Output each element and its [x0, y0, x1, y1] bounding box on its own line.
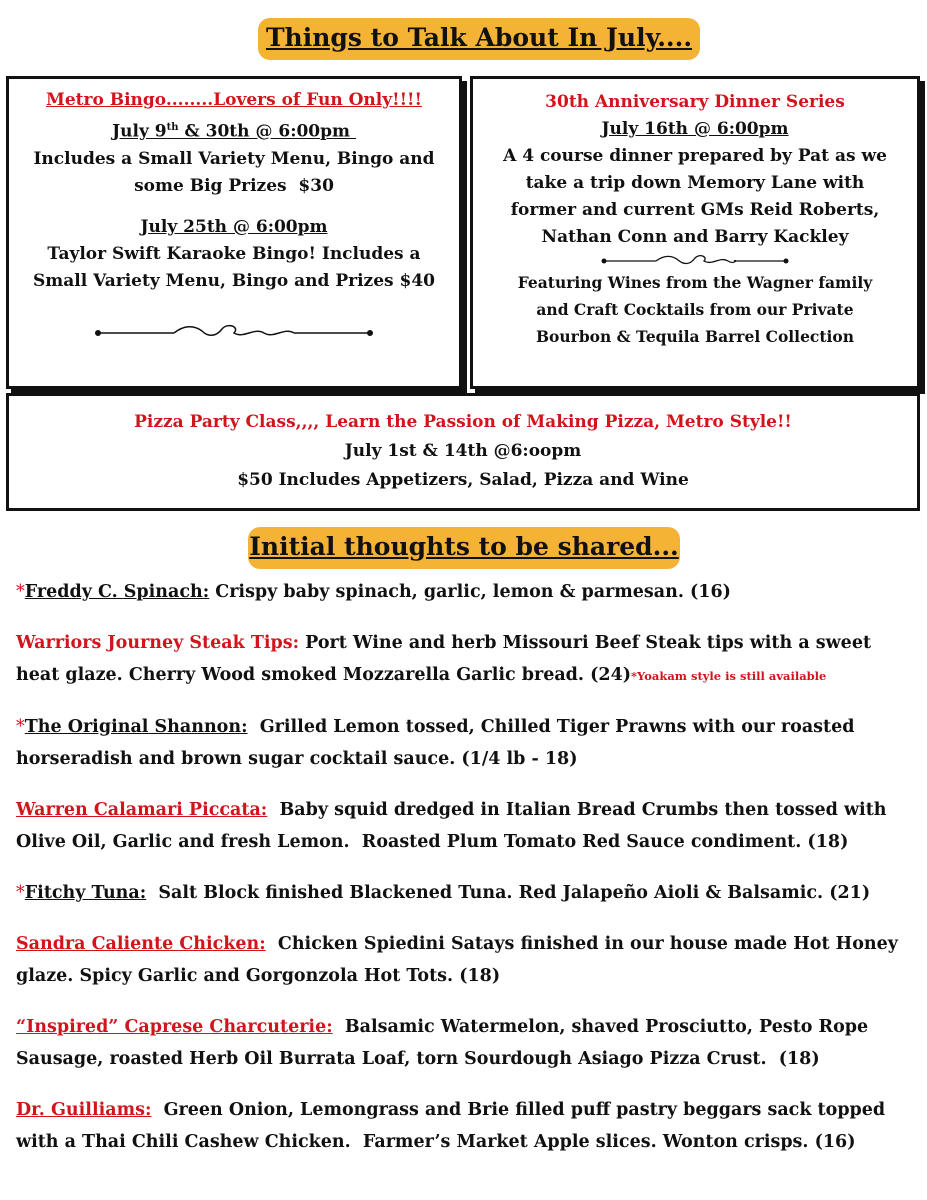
menu-item-desc: Chicken Spiedini Satays finished in our house made Hot Honey	[265, 934, 898, 954]
menu-item-desc: heat glaze. Cherry Wood smoked Mozzarella Garlic bread. (24)	[16, 665, 632, 685]
menu-item-desc: horseradish and brown sugar cocktail sauce. (1/4 lb - 18)	[16, 749, 578, 769]
menu-item-calamari	[16, 794, 921, 858]
section-header-events: Things to Talk About In July....	[258, 18, 700, 60]
bingo-desc-a1: Includes a Small Variety Menu, Bingo and	[33, 148, 435, 169]
menu-item-name: “Inspired” Caprese Charcuterie:	[16, 1017, 333, 1037]
anniversary-desc-4: Nathan Conn and Barry Kackley	[541, 227, 849, 247]
bingo-desc-a2: some Big Prizes $30	[134, 175, 334, 196]
flourish-divider-icon	[600, 253, 790, 269]
asterisk-mark: *	[16, 883, 25, 903]
menu-item-name: The Original Shannon:	[24, 717, 248, 737]
menu-item-desc: Crispy baby spinach, garlic, lemon & parmesan. (16)	[209, 582, 731, 602]
menu-list	[16, 576, 921, 1158]
pizza-class-box	[6, 393, 920, 511]
menu-item-caprese	[16, 1011, 921, 1075]
menu-item-desc: glaze. Spicy Garlic and Gorgonzola Hot Tots. (18)	[16, 966, 501, 986]
anniversary-title: 30th Anniversary Dinner Series	[545, 92, 845, 112]
menu-item-desc: Salt Block finished Blackened Tuna. Red Jalapeño Aioli & Balsamic. (21)	[146, 883, 871, 903]
asterisk-mark: *	[16, 717, 25, 737]
bingo-desc-b1: Taylor Swift Karaoke Bingo! Includes a	[47, 243, 421, 264]
anniversary-desc-3: former and current GMs Reid Roberts,	[510, 200, 880, 220]
flourish-divider-icon	[94, 323, 374, 343]
anniversary-date: July 16th @ 6:00pm	[601, 119, 789, 139]
section-header-menu: Initial thoughts to be shared...	[248, 527, 680, 569]
menu-item-name: Warriors Journey Steak Tips:	[16, 633, 300, 653]
bingo-event-box	[6, 76, 462, 389]
menu-item-name: Dr. Guilliams:	[16, 1100, 152, 1120]
menu-item-guilliams	[16, 1094, 921, 1158]
menu-item-desc: with a Thai Chili Cashew Chicken. Farmer’s Market Apple slices. Wonton crisps. (16)	[16, 1132, 856, 1152]
pizza-desc: $50 Includes Appetizers, Salad, Pizza and Wine	[237, 470, 689, 490]
menu-item-desc: Baby squid dredged in Italian Bread Crumbs then tossed with	[267, 800, 887, 820]
menu-item-tuna	[16, 877, 921, 909]
menu-item-desc: Port Wine and herb Missouri Beef Steak tips with a sweet	[299, 633, 872, 653]
asterisk-mark: *	[16, 582, 25, 602]
menu-item-name: Fitchy Tuna:	[24, 883, 147, 903]
anniversary-desc-2: take a trip down Memory Lane with	[525, 173, 865, 193]
menu-item-shannon	[16, 711, 921, 775]
anniversary-event-box	[470, 76, 920, 389]
menu-item-desc: Sausage, roasted Herb Oil Burrata Loaf, torn Sourdough Asiago Pizza Crust. (18)	[16, 1049, 820, 1069]
menu-item-desc: Green Onion, Lemongrass and Brie filled puff pastry beggars sack topped	[151, 1100, 886, 1120]
menu-item-desc: Grilled Lemon tossed, Chilled Tiger Prawns with our roasted	[247, 717, 855, 737]
menu-item-name: Freddy C. Spinach:	[24, 582, 210, 602]
menu-item-sandra	[16, 928, 921, 992]
pizza-title: Pizza Party Class,,,, Learn the Passion of Making Pizza, Metro Style!!	[134, 412, 792, 432]
menu-item-freddy	[16, 576, 921, 608]
anniversary-desc-1: A 4 course dinner prepared by Pat as we	[503, 146, 887, 166]
menu-item-name: Warren Calamari Piccata:	[16, 800, 268, 820]
bingo-date-a: July 9th & 30th @ 6:00pm	[112, 121, 356, 142]
bingo-desc-b2: Small Variety Menu, Bingo and Prizes $40	[33, 270, 435, 291]
menu-item-desc: Olive Oil, Garlic and fresh Lemon. Roasted Plum Tomato Red Sauce condiment. (18)	[16, 832, 849, 852]
menu-item-desc: Balsamic Watermelon, shaved Prosciutto, Pesto Rope	[332, 1017, 869, 1037]
bingo-date-b: July 25th @ 6:00pm	[140, 216, 328, 237]
menu-item-warriors	[16, 627, 921, 692]
anniversary-feature-1: Featuring Wines from the Wagner family	[517, 273, 873, 292]
bingo-title: Metro Bingo........Lovers of Fun Only!!!!	[46, 90, 422, 110]
pizza-date: July 1st & 14th @6:oopm	[344, 441, 582, 461]
anniversary-feature-2: and Craft Cocktails from our Private	[536, 300, 854, 319]
menu-item-name: Sandra Caliente Chicken:	[16, 934, 266, 954]
menu-item-note: *Yoakam style is still available	[631, 669, 827, 683]
anniversary-feature-3: Bourbon & Tequila Barrel Collection	[535, 327, 855, 346]
